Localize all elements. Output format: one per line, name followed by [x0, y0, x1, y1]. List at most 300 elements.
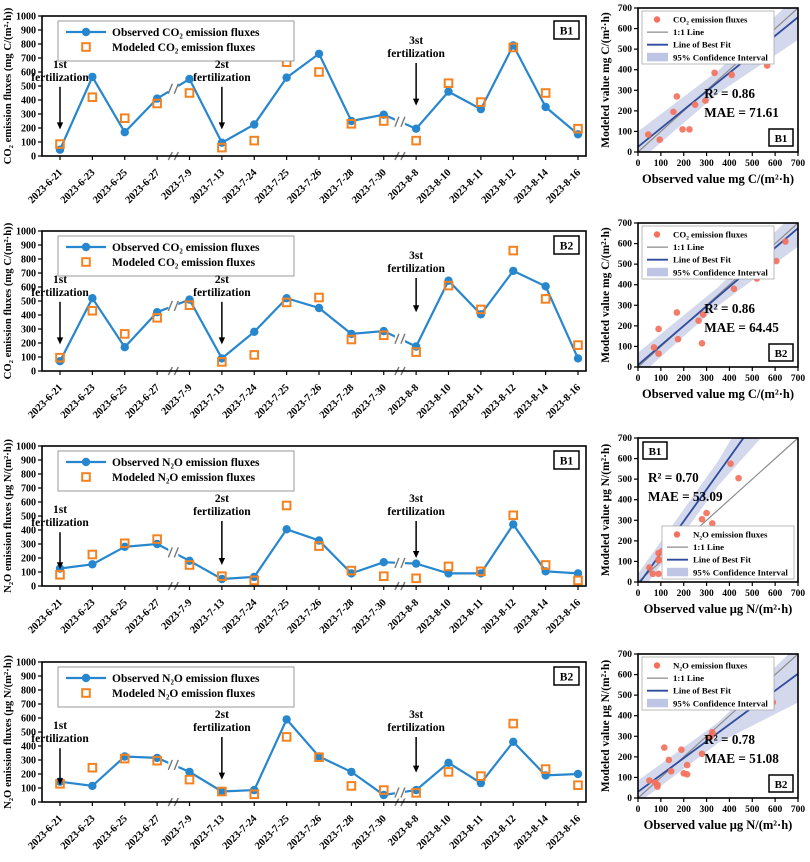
scatter-point	[656, 136, 663, 143]
y-tick-label: 600	[617, 670, 632, 681]
x-tick-label: 500	[745, 805, 760, 815]
panel-label: B2	[559, 671, 574, 684]
y-tick-label: 300	[21, 109, 36, 121]
annotation-text-line2: fertilization	[31, 71, 89, 84]
modeled-point	[89, 551, 97, 559]
y-tick-label: 200	[617, 321, 632, 332]
annotation-text-line2: fertilization	[387, 48, 445, 60]
scatter-point	[654, 781, 661, 788]
annotation-text-line1: 1st	[52, 504, 68, 517]
timeseries-chart-row3	[0, 430, 598, 646]
legend-modeled-label: Modeled N₂O emission fluxes	[112, 472, 256, 484]
scatter-point	[666, 757, 673, 764]
legend-point-marker	[654, 231, 660, 237]
scatter-legend-label: 1:1 Line	[673, 27, 705, 38]
x-tick-label: 2023-7-13	[188, 597, 227, 637]
annotation-text-line1: 2st	[214, 493, 229, 505]
modeled-point	[283, 502, 291, 510]
y-tick-label: 0	[627, 794, 632, 804]
y-tick-label: 400	[21, 310, 36, 322]
x-tick-label: 2023-7-9	[159, 382, 195, 418]
x-tick-label: 600	[768, 589, 783, 599]
x-tick-label: 2023-6-21	[26, 597, 66, 637]
modeled-point	[542, 295, 550, 303]
panel-label: B1	[774, 132, 788, 145]
y-tick-label: 500	[617, 691, 632, 702]
x-tick-label: 300	[699, 159, 714, 169]
legend-point-marker	[654, 662, 660, 668]
annotation-arrowhead	[57, 122, 63, 129]
mae-value: MAE = 51.08	[704, 751, 779, 767]
observed-point	[574, 770, 582, 778]
y-axis-title: CO₂ emission fluxes (mg C/(m²·h))	[2, 7, 14, 165]
y-tick-label: 100	[617, 342, 632, 353]
y-tick-label: 300	[617, 516, 632, 527]
y-tick-label: 700	[21, 268, 36, 280]
y-tick-label: 300	[21, 324, 36, 336]
y-tick-label: 200	[21, 338, 36, 350]
y-tick-label: 700	[617, 434, 632, 444]
timeseries-chart-row4	[0, 646, 598, 862]
timeseries-chart-row2	[0, 215, 598, 430]
x-tick-label: 2023-7-30	[350, 813, 389, 853]
y-axis-title: Modeled value mg C/(m²·h)	[600, 12, 612, 148]
y-tick-label: 500	[617, 475, 632, 486]
scatter-point	[711, 70, 718, 77]
scatter-legend-label: N₂O emission fluxes	[693, 529, 768, 540]
y-tick-label: 500	[21, 511, 36, 523]
modeled-point	[445, 79, 453, 87]
scatter-legend-label: 95% Confidence Interval	[673, 267, 768, 278]
observed-point	[282, 73, 290, 81]
y-tick-label: 100	[617, 127, 632, 138]
panel-label: B2	[774, 347, 788, 360]
annotation-arrowhead	[57, 337, 63, 344]
x-tick-label: 2023-8-14	[512, 382, 551, 422]
x-tick-label: 2023-7-9	[159, 597, 195, 633]
y-tick-label: 500	[617, 45, 632, 56]
annotation-text-line1: 1st	[52, 720, 68, 733]
observed-point	[509, 738, 517, 746]
y-tick-label: 600	[21, 282, 36, 294]
scatter-chart-row3	[598, 430, 810, 646]
legend-band-marker	[647, 268, 668, 277]
x-tick-label: 2023-8-11	[447, 813, 486, 852]
legend-observed-marker	[82, 28, 90, 36]
x-tick-label: 2023-8-11	[447, 167, 486, 206]
panel-label: B1	[559, 455, 574, 468]
annotation-text-line2: fertilization	[387, 722, 445, 734]
x-tick-label: 100	[653, 589, 668, 599]
x-tick-label: 2023-7-26	[285, 813, 325, 853]
y-tick-label: 900	[21, 455, 36, 467]
annotation-arrowhead	[219, 122, 225, 129]
x-tick-label: 500	[745, 589, 760, 599]
y-tick-label: 100	[21, 567, 36, 579]
x-tick-label: 400	[722, 159, 737, 169]
x-tick-label: 2023-8-12	[479, 167, 519, 207]
y-axis-title: Modeled value mg C/(m²·h)	[600, 227, 612, 363]
modeled-point	[121, 114, 129, 122]
observed-point	[444, 87, 452, 95]
x-tick-label: 2023-7-25	[253, 813, 292, 853]
x-tick-label: 2023-6-25	[91, 597, 130, 637]
scatter-point	[686, 126, 693, 133]
r-squared-value: R² = 0.70	[648, 470, 699, 485]
y-tick-label: 700	[21, 699, 36, 711]
modeled-point	[315, 68, 323, 76]
scatter-point	[646, 777, 653, 784]
observed-point	[121, 343, 129, 351]
y-axis-title: N₂O emission fluxes (μg N/(m²·h))	[2, 439, 14, 593]
annotation-text-line2: fertilization	[31, 286, 89, 299]
y-tick-label: 700	[617, 650, 632, 660]
y-tick-label: 300	[21, 755, 36, 767]
x-tick-label: 2023-7-25	[253, 597, 292, 637]
legend-observed-label: Observed N₂O emission fluxes	[112, 673, 260, 685]
observed-point	[315, 50, 323, 58]
panel-label: B1	[559, 25, 574, 38]
scatter-point	[650, 570, 657, 577]
y-axis-title: N₂O emission fluxes (μg N/(m²·h))	[2, 655, 14, 809]
y-tick-label: 100	[21, 137, 36, 149]
scatter-point	[645, 131, 652, 138]
modeled-point	[121, 330, 129, 338]
y-tick-label: 300	[617, 86, 632, 97]
x-tick-label: 0	[635, 589, 641, 599]
scatter-legend-label: 95% Confidence Interval	[673, 52, 768, 63]
y-tick-label: 500	[617, 260, 632, 271]
y-tick-label: 1000	[16, 657, 36, 669]
y-tick-label: 1000	[16, 441, 36, 453]
observed-point	[250, 120, 258, 128]
y-tick-label: 600	[21, 497, 36, 509]
scatter-point	[695, 317, 702, 324]
y-tick-label: 900	[21, 25, 36, 37]
annotation-arrowhead	[413, 305, 419, 312]
x-tick-label: 2023-8-8	[386, 167, 422, 203]
scatter-legend-label: Line of Best Fit	[673, 685, 731, 696]
x-tick-label: 300	[699, 589, 714, 599]
modeled-point	[509, 512, 517, 520]
x-tick-label: 2023-7-28	[317, 813, 357, 853]
x-tick-label: 2023-6-21	[26, 167, 66, 207]
legend-point-marker	[654, 16, 660, 22]
scatter-point	[661, 744, 668, 751]
x-tick-label: 2023-7-26	[285, 597, 325, 637]
scatter-point	[655, 326, 662, 333]
x-tick-label: 600	[768, 159, 783, 169]
modeled-point	[542, 89, 550, 97]
x-tick-label: 2023-7-28	[317, 382, 357, 422]
y-tick-label: 600	[617, 239, 632, 250]
r-squared-value: R² = 0.86	[704, 86, 755, 102]
y-tick-label: 0	[627, 148, 632, 158]
x-tick-label: 2023-7-30	[350, 597, 389, 637]
y-tick-label: 700	[21, 53, 36, 65]
figure-row-1	[0, 0, 810, 215]
x-tick-label: 400	[722, 805, 737, 815]
x-tick-label: 2023-7-26	[285, 382, 325, 422]
x-tick-label: 2023-6-23	[58, 597, 98, 637]
y-tick-label: 0	[627, 363, 632, 373]
scatter-legend-label: 95% Confidence Interval	[693, 567, 788, 578]
modeled-point	[186, 776, 194, 784]
figure-row-4	[0, 646, 810, 862]
y-tick-label: 500	[21, 81, 36, 93]
x-tick-label: 600	[768, 374, 783, 384]
scatter-legend-label: CO₂ emission fluxes	[673, 229, 748, 240]
annotation-text-line1: 3st	[409, 250, 424, 262]
x-tick-label: 2023-7-13	[188, 382, 227, 422]
observed-point	[509, 520, 517, 528]
x-tick-label: 2023-8-8	[386, 382, 422, 418]
y-tick-label: 0	[627, 578, 632, 588]
scatter-point	[699, 516, 706, 523]
x-axis-title: Observed value mg C/(m²·h)	[641, 172, 795, 186]
x-tick-label: 2023-7-24	[220, 813, 260, 853]
observed-line	[60, 524, 578, 579]
y-tick-label: 100	[617, 557, 632, 568]
modeled-point	[89, 93, 97, 101]
annotation-text-line1: 1st	[52, 273, 68, 286]
x-tick-label: 2023-7-25	[253, 382, 292, 422]
x-tick-label: 2023-6-23	[58, 382, 98, 422]
annotation-text-line1: 2st	[214, 709, 229, 721]
annotation-text-line2: fertilization	[193, 722, 251, 734]
modeled-point	[445, 563, 453, 571]
annotation-text-line2: fertilization	[31, 517, 89, 530]
observed-point	[509, 267, 517, 275]
x-tick-label: 2023-6-21	[26, 382, 66, 422]
modeled-point	[250, 137, 258, 145]
y-tick-label: 400	[617, 495, 632, 506]
modeled-point	[574, 577, 582, 585]
mae-value: MAE = 53.09	[648, 489, 723, 504]
x-tick-label: 2023-7-9	[159, 167, 195, 203]
modeled-point	[574, 781, 582, 789]
modeled-point	[250, 351, 258, 359]
observed-point	[347, 768, 355, 776]
y-tick-label: 600	[21, 713, 36, 725]
x-tick-label: 200	[676, 374, 691, 384]
legend-modeled-label: Modeled N₂O emission fluxes	[112, 688, 256, 700]
panel-label: B2	[774, 778, 788, 791]
legend-observed-marker	[82, 674, 90, 682]
y-tick-label: 100	[21, 783, 36, 795]
x-tick-label: 100	[653, 159, 668, 169]
x-tick-label: 400	[722, 589, 737, 599]
observed-point	[88, 560, 96, 568]
y-tick-label: 800	[21, 254, 36, 266]
y-tick-label: 800	[21, 469, 36, 481]
scatter-point	[684, 762, 691, 769]
x-tick-label: 2023-8-11	[447, 597, 486, 636]
y-tick-label: 400	[617, 65, 632, 76]
scatter-legend-label: Line of Best Fit	[673, 39, 731, 50]
x-tick-label: 300	[699, 805, 714, 815]
y-tick-label: 300	[617, 732, 632, 743]
observed-point	[412, 125, 420, 133]
observed-point	[121, 128, 129, 136]
scatter-point	[675, 336, 682, 343]
x-tick-label: 2023-8-16	[544, 382, 584, 422]
annotation-text-line1: 1st	[52, 58, 68, 71]
scatter-chart-row1	[598, 0, 810, 215]
x-tick-label: 2023-6-25	[91, 167, 130, 207]
modeled-point	[89, 307, 97, 315]
x-tick-label: 2023-7-26	[285, 167, 325, 207]
y-axis-title: CO₂ emission fluxes (mg C/(m²·h))	[2, 222, 14, 380]
y-tick-label: 400	[617, 711, 632, 722]
mae-value: MAE = 71.61	[704, 105, 779, 121]
x-tick-label: 0	[635, 805, 641, 815]
y-tick-label: 200	[617, 536, 632, 547]
y-tick-label: 200	[21, 769, 36, 781]
annotation-arrowhead	[413, 766, 419, 773]
x-tick-label: 2023-7-30	[350, 382, 389, 422]
y-tick-label: 0	[31, 797, 36, 809]
observed-point	[574, 354, 582, 362]
y-tick-label: 500	[21, 727, 36, 739]
y-tick-label: 0	[31, 366, 36, 378]
scatter-legend-label: N₂O emission fluxes	[673, 660, 748, 671]
x-tick-label: 2023-7-13	[188, 813, 227, 853]
annotation-arrowhead	[413, 551, 419, 558]
modeled-point	[445, 768, 453, 776]
x-tick-label: 200	[676, 589, 691, 599]
scatter-point	[655, 570, 662, 577]
scatter-point	[651, 344, 658, 351]
r-squared-value: R² = 0.78	[704, 732, 755, 748]
y-tick-label: 900	[21, 671, 36, 683]
scatter-point	[678, 746, 685, 753]
modeled-point	[348, 782, 356, 790]
scatter-legend-label: 1:1 Line	[673, 242, 705, 253]
y-tick-label: 0	[31, 151, 36, 163]
x-tick-label: 2023-7-24	[220, 597, 260, 637]
x-tick-label: 2023-8-12	[479, 813, 519, 853]
annotation-text-line1: 3st	[409, 35, 424, 47]
x-tick-label: 2023-7-25	[253, 167, 292, 207]
x-tick-label: 2023-7-30	[350, 167, 389, 207]
scatter-chart-row4	[598, 646, 810, 862]
annotation-text-line2: fertilization	[387, 263, 445, 275]
scatter-point	[680, 770, 687, 777]
observed-point	[282, 525, 290, 533]
observed-point	[444, 759, 452, 767]
scatter-legend-label: Line of Best Fit	[673, 254, 731, 265]
x-tick-label: 200	[676, 159, 691, 169]
annotation-arrowhead	[219, 558, 225, 565]
scatter-point	[655, 350, 662, 357]
figure-row-3	[0, 430, 810, 646]
legend-observed-label: Observed CO₂ emission fluxes	[112, 242, 260, 254]
y-tick-label: 200	[21, 553, 36, 565]
modeled-point	[186, 89, 194, 97]
x-axis-title: Observed value μg N/(m²·h)	[643, 602, 793, 616]
y-tick-label: 1000	[16, 11, 36, 23]
x-tick-label: 500	[745, 374, 760, 384]
x-tick-label: 2023-6-23	[58, 167, 98, 207]
x-tick-label: 2023-6-23	[58, 813, 98, 853]
scatter-point	[731, 286, 738, 293]
observed-point	[88, 73, 96, 81]
annotation-arrowhead	[413, 99, 419, 106]
scatter-chart-row2	[598, 215, 810, 430]
legend-modeled-label: Modeled CO₂ emission fluxes	[112, 42, 256, 54]
x-tick-label: 2023-8-16	[544, 167, 584, 207]
legend-point-marker	[674, 531, 680, 537]
mae-value: MAE = 64.45	[704, 320, 779, 336]
annotation-text-line1: 3st	[409, 493, 424, 505]
x-tick-label: 0	[635, 374, 641, 384]
x-tick-label: 2023-6-25	[91, 382, 130, 422]
scatter-point	[703, 510, 710, 517]
annotation-text-line2: fertilization	[31, 733, 89, 746]
x-tick-label: 700	[790, 805, 806, 815]
figure-row-2	[0, 215, 810, 430]
x-tick-label: 2023-8-14	[512, 813, 551, 853]
y-tick-label: 0	[31, 581, 36, 593]
legend-band-marker	[647, 699, 668, 708]
y-tick-label: 800	[21, 685, 36, 697]
x-axis-title: Observed value μg N/(m²·h)	[643, 818, 793, 832]
panel-label: B1	[648, 445, 662, 458]
observed-point	[380, 558, 388, 566]
scatter-legend-label: CO₂ emission fluxes	[673, 14, 748, 25]
observed-point	[541, 103, 549, 111]
x-tick-label: 2023-8-10	[414, 813, 454, 853]
modeled-point	[412, 137, 420, 145]
annotation-arrowhead	[219, 337, 225, 344]
panel-label: B2	[559, 240, 574, 253]
annotation-text-line1: 2st	[214, 58, 229, 71]
observed-point	[541, 282, 549, 290]
x-tick-label: 2023-6-25	[91, 813, 130, 853]
legend-observed-label: Observed N₂O emission fluxes	[112, 457, 260, 469]
scatter-point	[668, 768, 675, 775]
modeled-point	[509, 247, 517, 255]
scatter-point	[735, 475, 742, 482]
observed-line	[60, 271, 578, 361]
x-tick-label: 2023-8-10	[414, 167, 454, 207]
scatter-legend-label: 1:1 Line	[673, 673, 705, 684]
x-tick-label: 2023-6-21	[26, 813, 66, 853]
scatter-point	[646, 564, 653, 571]
y-tick-label: 900	[21, 240, 36, 252]
x-tick-label: 2023-8-14	[512, 597, 551, 637]
annotation-text-line2: fertilization	[193, 71, 251, 84]
x-tick-label: 100	[653, 805, 668, 815]
scatter-point	[782, 238, 789, 245]
modeled-point	[315, 294, 323, 302]
legend-band-marker	[647, 53, 668, 62]
scatter-point	[670, 109, 677, 116]
legend-observed-label: Observed CO₂ emission fluxes	[112, 27, 260, 39]
legend-observed-marker	[82, 243, 90, 251]
x-tick-label: 2023-6-27	[123, 382, 163, 422]
x-axis-title: Observed value mg C/(m²·h)	[641, 387, 795, 401]
annotation-text-line2: fertilization	[193, 286, 251, 299]
legend-observed-marker	[82, 458, 90, 466]
x-tick-label: 500	[745, 159, 760, 169]
x-tick-label: 2023-6-27	[123, 167, 163, 207]
x-tick-label: 0	[635, 159, 641, 169]
x-tick-label: 300	[699, 374, 714, 384]
x-tick-label: 2023-7-9	[159, 813, 195, 849]
modeled-point	[283, 733, 291, 741]
